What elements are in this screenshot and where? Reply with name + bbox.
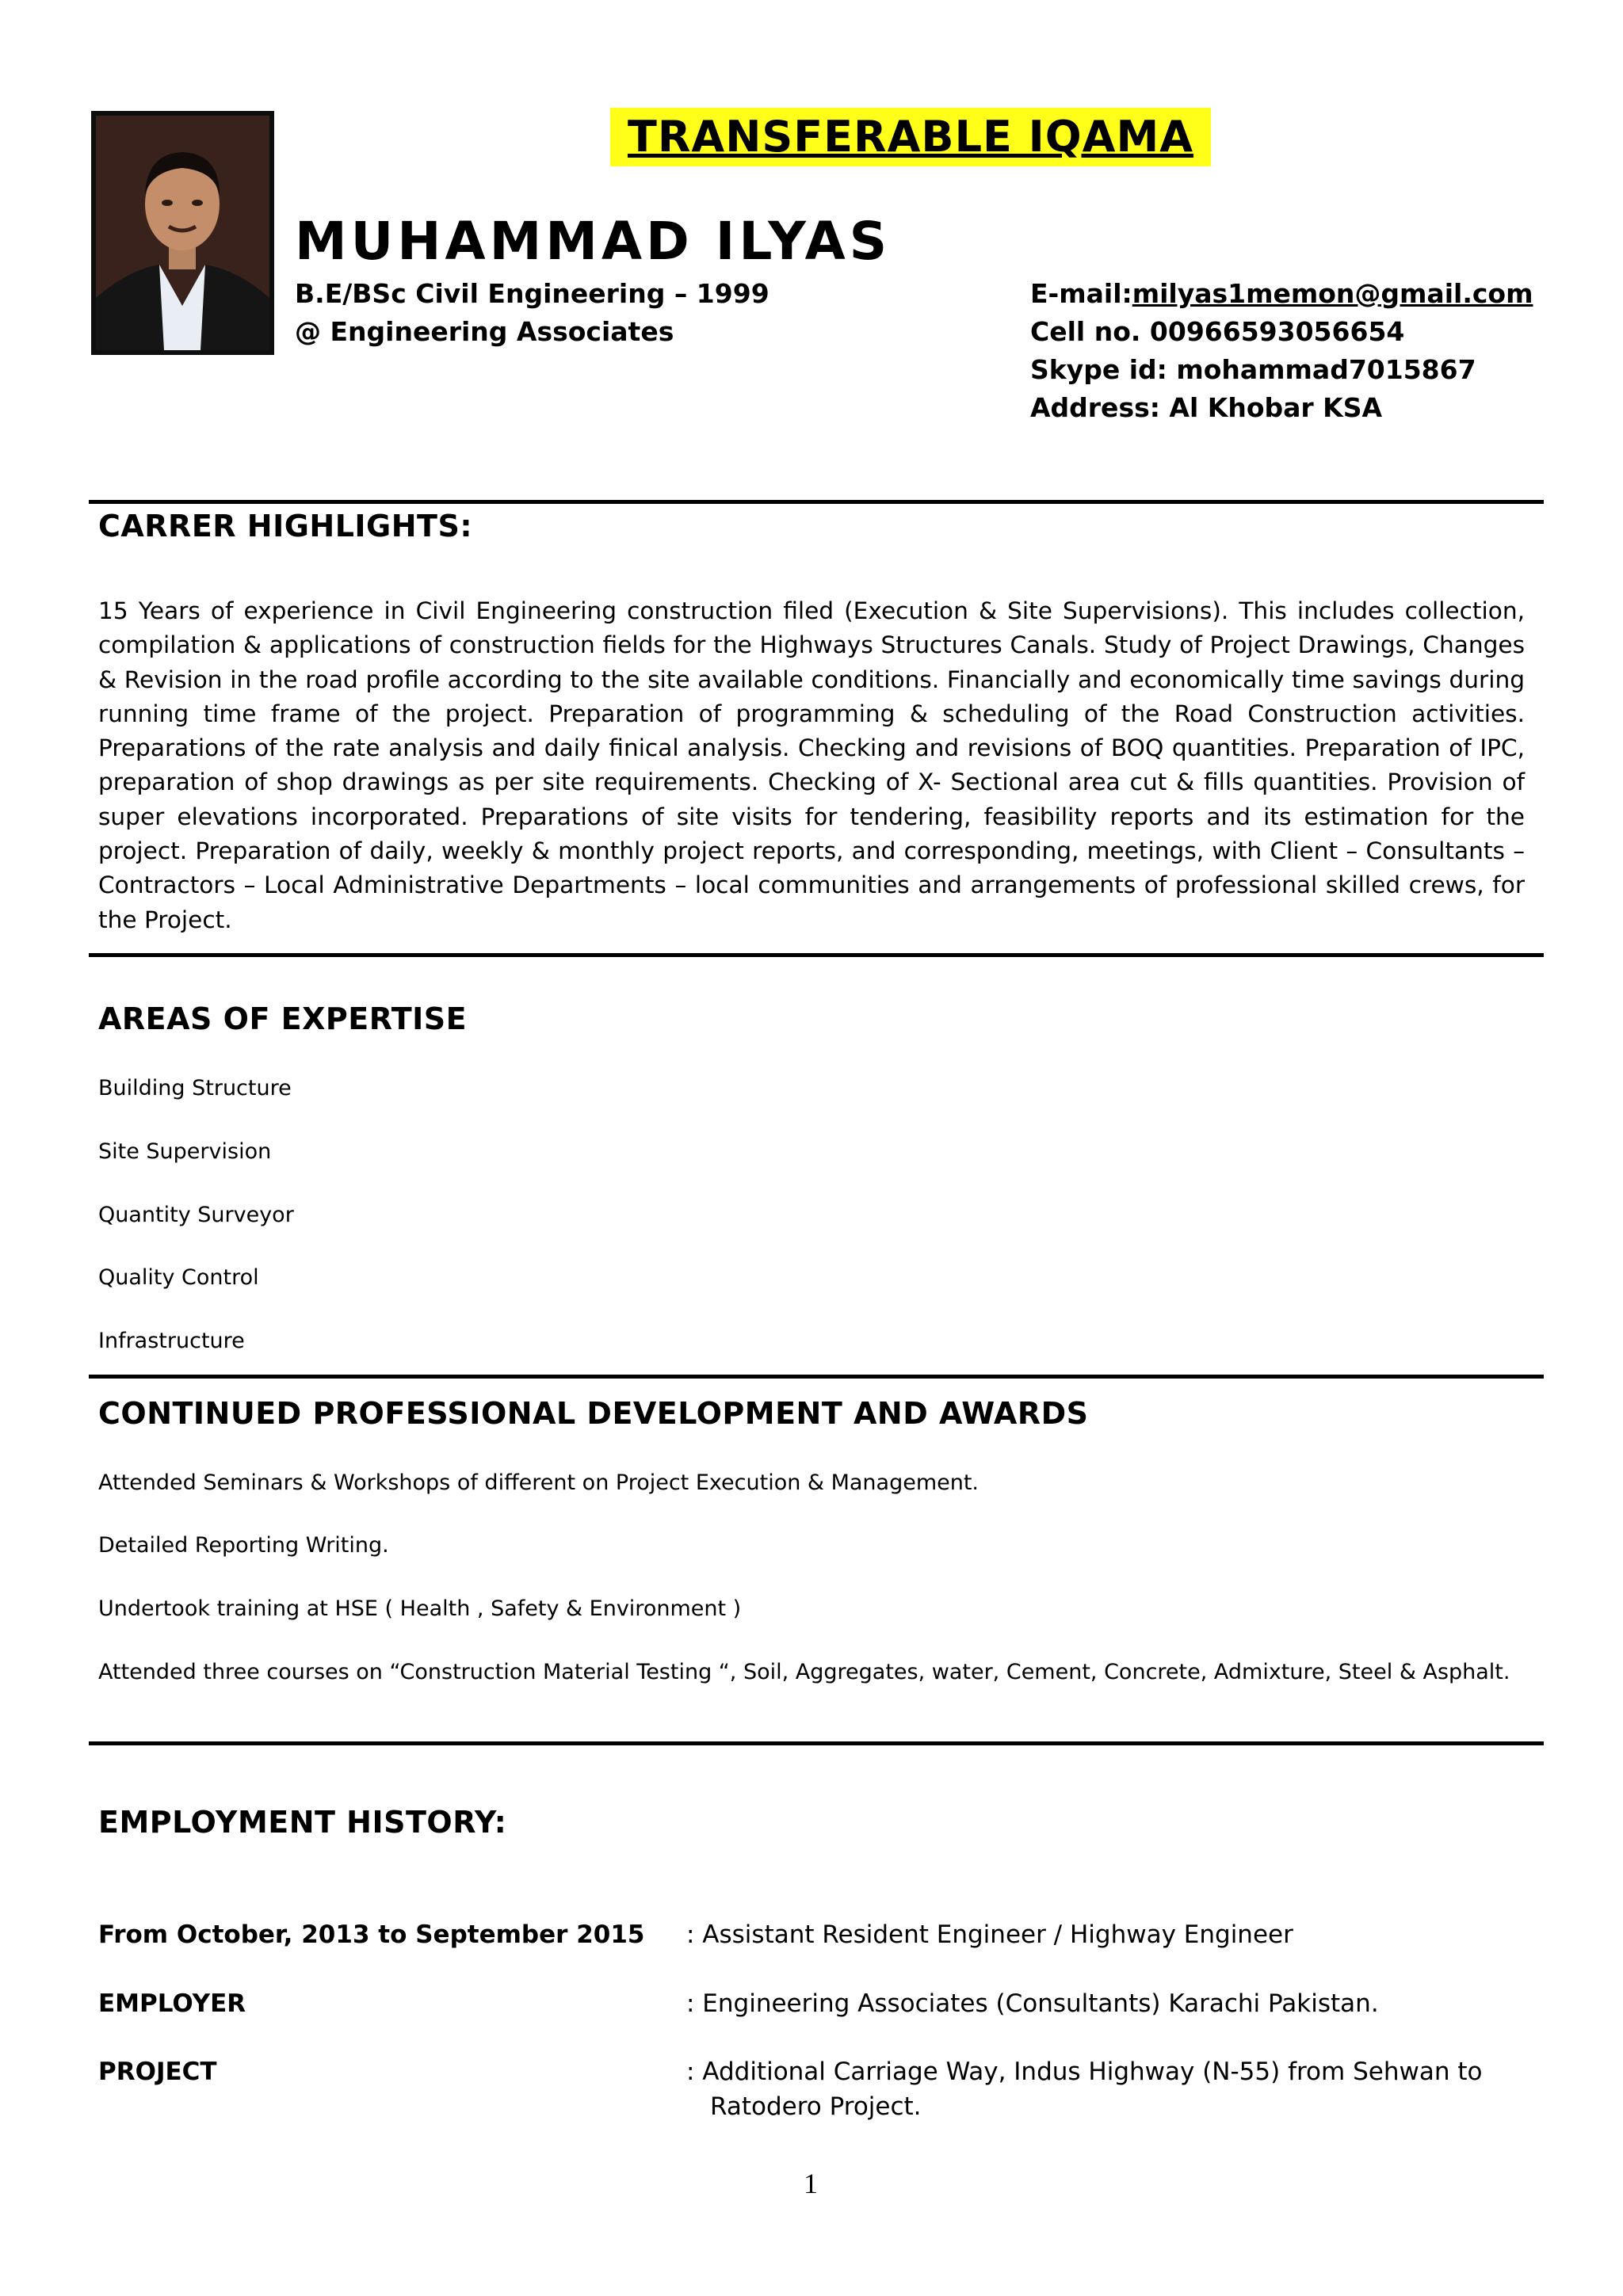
divider — [89, 1741, 1544, 1745]
expertise-item: Building Structure — [98, 1076, 292, 1100]
expertise-item: Site Supervision — [98, 1139, 272, 1164]
cpd-item: Attended three courses on “Construction Material Testing “, Soil, Aggregates, water, Cement, Concrete, Admixture, Steel & Asphalt. — [98, 1660, 1510, 1684]
project-label: PROJECT — [98, 2058, 217, 2086]
project-value-continued: Ratodero Project. — [710, 2092, 922, 2121]
divider — [89, 1375, 1544, 1379]
expertise-item: Quantity Surveyor — [98, 1203, 294, 1227]
divider — [89, 500, 1544, 504]
expertise-item: Quality Control — [98, 1265, 259, 1290]
cpd-item: Undertook training at HSE ( Health , Safety & Environment ) — [98, 1596, 742, 1621]
employment-history-title: EMPLOYMENT HISTORY: — [98, 1805, 507, 1840]
employer-label: EMPLOYER — [98, 1989, 246, 2018]
career-highlights-title: CARRER HIGHLIGHTS: — [98, 509, 473, 543]
cpd-item: Attended Seminars & Workshops of different on Project Execution & Management. — [98, 1470, 980, 1495]
cpd-title: CONTINUED PROFESSIONAL DEVELOPMENT AND AWARDS — [98, 1396, 1089, 1431]
areas-of-expertise-title: AREAS OF EXPERTISE — [98, 1001, 468, 1036]
degree: B.E/BSc Civil Engineering – 1999 — [295, 278, 769, 309]
cell-number: Cell no. 00966593056654 — [1030, 316, 1405, 347]
transferable-iqama-banner: TRANSFERABLE IQAMA — [610, 108, 1211, 166]
profile-photo — [91, 111, 274, 355]
email-line — [1030, 275, 1533, 313]
cpd-item: Detailed Reporting Writing. — [98, 1533, 389, 1558]
page-number: 1 — [804, 2168, 818, 2199]
candidate-name: MUHAMMAD ILYAS — [295, 211, 892, 272]
email-link[interactable]: milyas1memon@gmail.com — [1132, 278, 1533, 309]
employment-position: : Assistant Resident Engineer / Highway Engineer — [686, 1920, 1293, 1949]
company: @ Engineering Associates — [295, 316, 674, 347]
expertise-item: Infrastructure — [98, 1329, 245, 1353]
project-value: : Additional Carriage Way, Indus Highway (N-55) from Sehwan to — [686, 2058, 1483, 2086]
skype-id: Skype id: mohammad7015867 — [1030, 354, 1476, 385]
career-highlights-text: 15 Years of experience in Civil Engineering construction filed (Execution & Site Supervisions). This includes collection, compilation & applications of construction fields for the Highways Structures Canals. Study of Project Drawings, Changes & Revision in the road profile according to the site available conditions. Financially and economically time savings during running time frame of the project. Preparation of programming & scheduling of the Road Construction activities. Preparations of the rate analysis and daily finical analysis. Checking and revisions of BOQ quantities. Preparation of IPC, preparation of shop drawings as per site requirements. Checking of X- Sectional area cut & fills quantities. Provision of super elevations incorporated. Preparations of site visits for tendering, feasibility reports and its estimation for the project. Preparation of daily, weekly & monthly project reports, and corresponding, meetings, with Client – Consultants – Contractors – Local Administrative Departments – local communities and arrangements of professional skilled crews, for the Project. — [98, 597, 1525, 933]
employment-period: From October, 2013 to September 2015 — [98, 1920, 645, 1949]
person-portrait-icon — [96, 116, 269, 350]
email-label: E-mail: — [1030, 278, 1132, 309]
divider — [89, 953, 1544, 957]
employer-value: : Engineering Associates (Consultants) Karachi Pakistan. — [686, 1989, 1379, 2018]
address: Address: Al Khobar KSA — [1030, 392, 1383, 423]
